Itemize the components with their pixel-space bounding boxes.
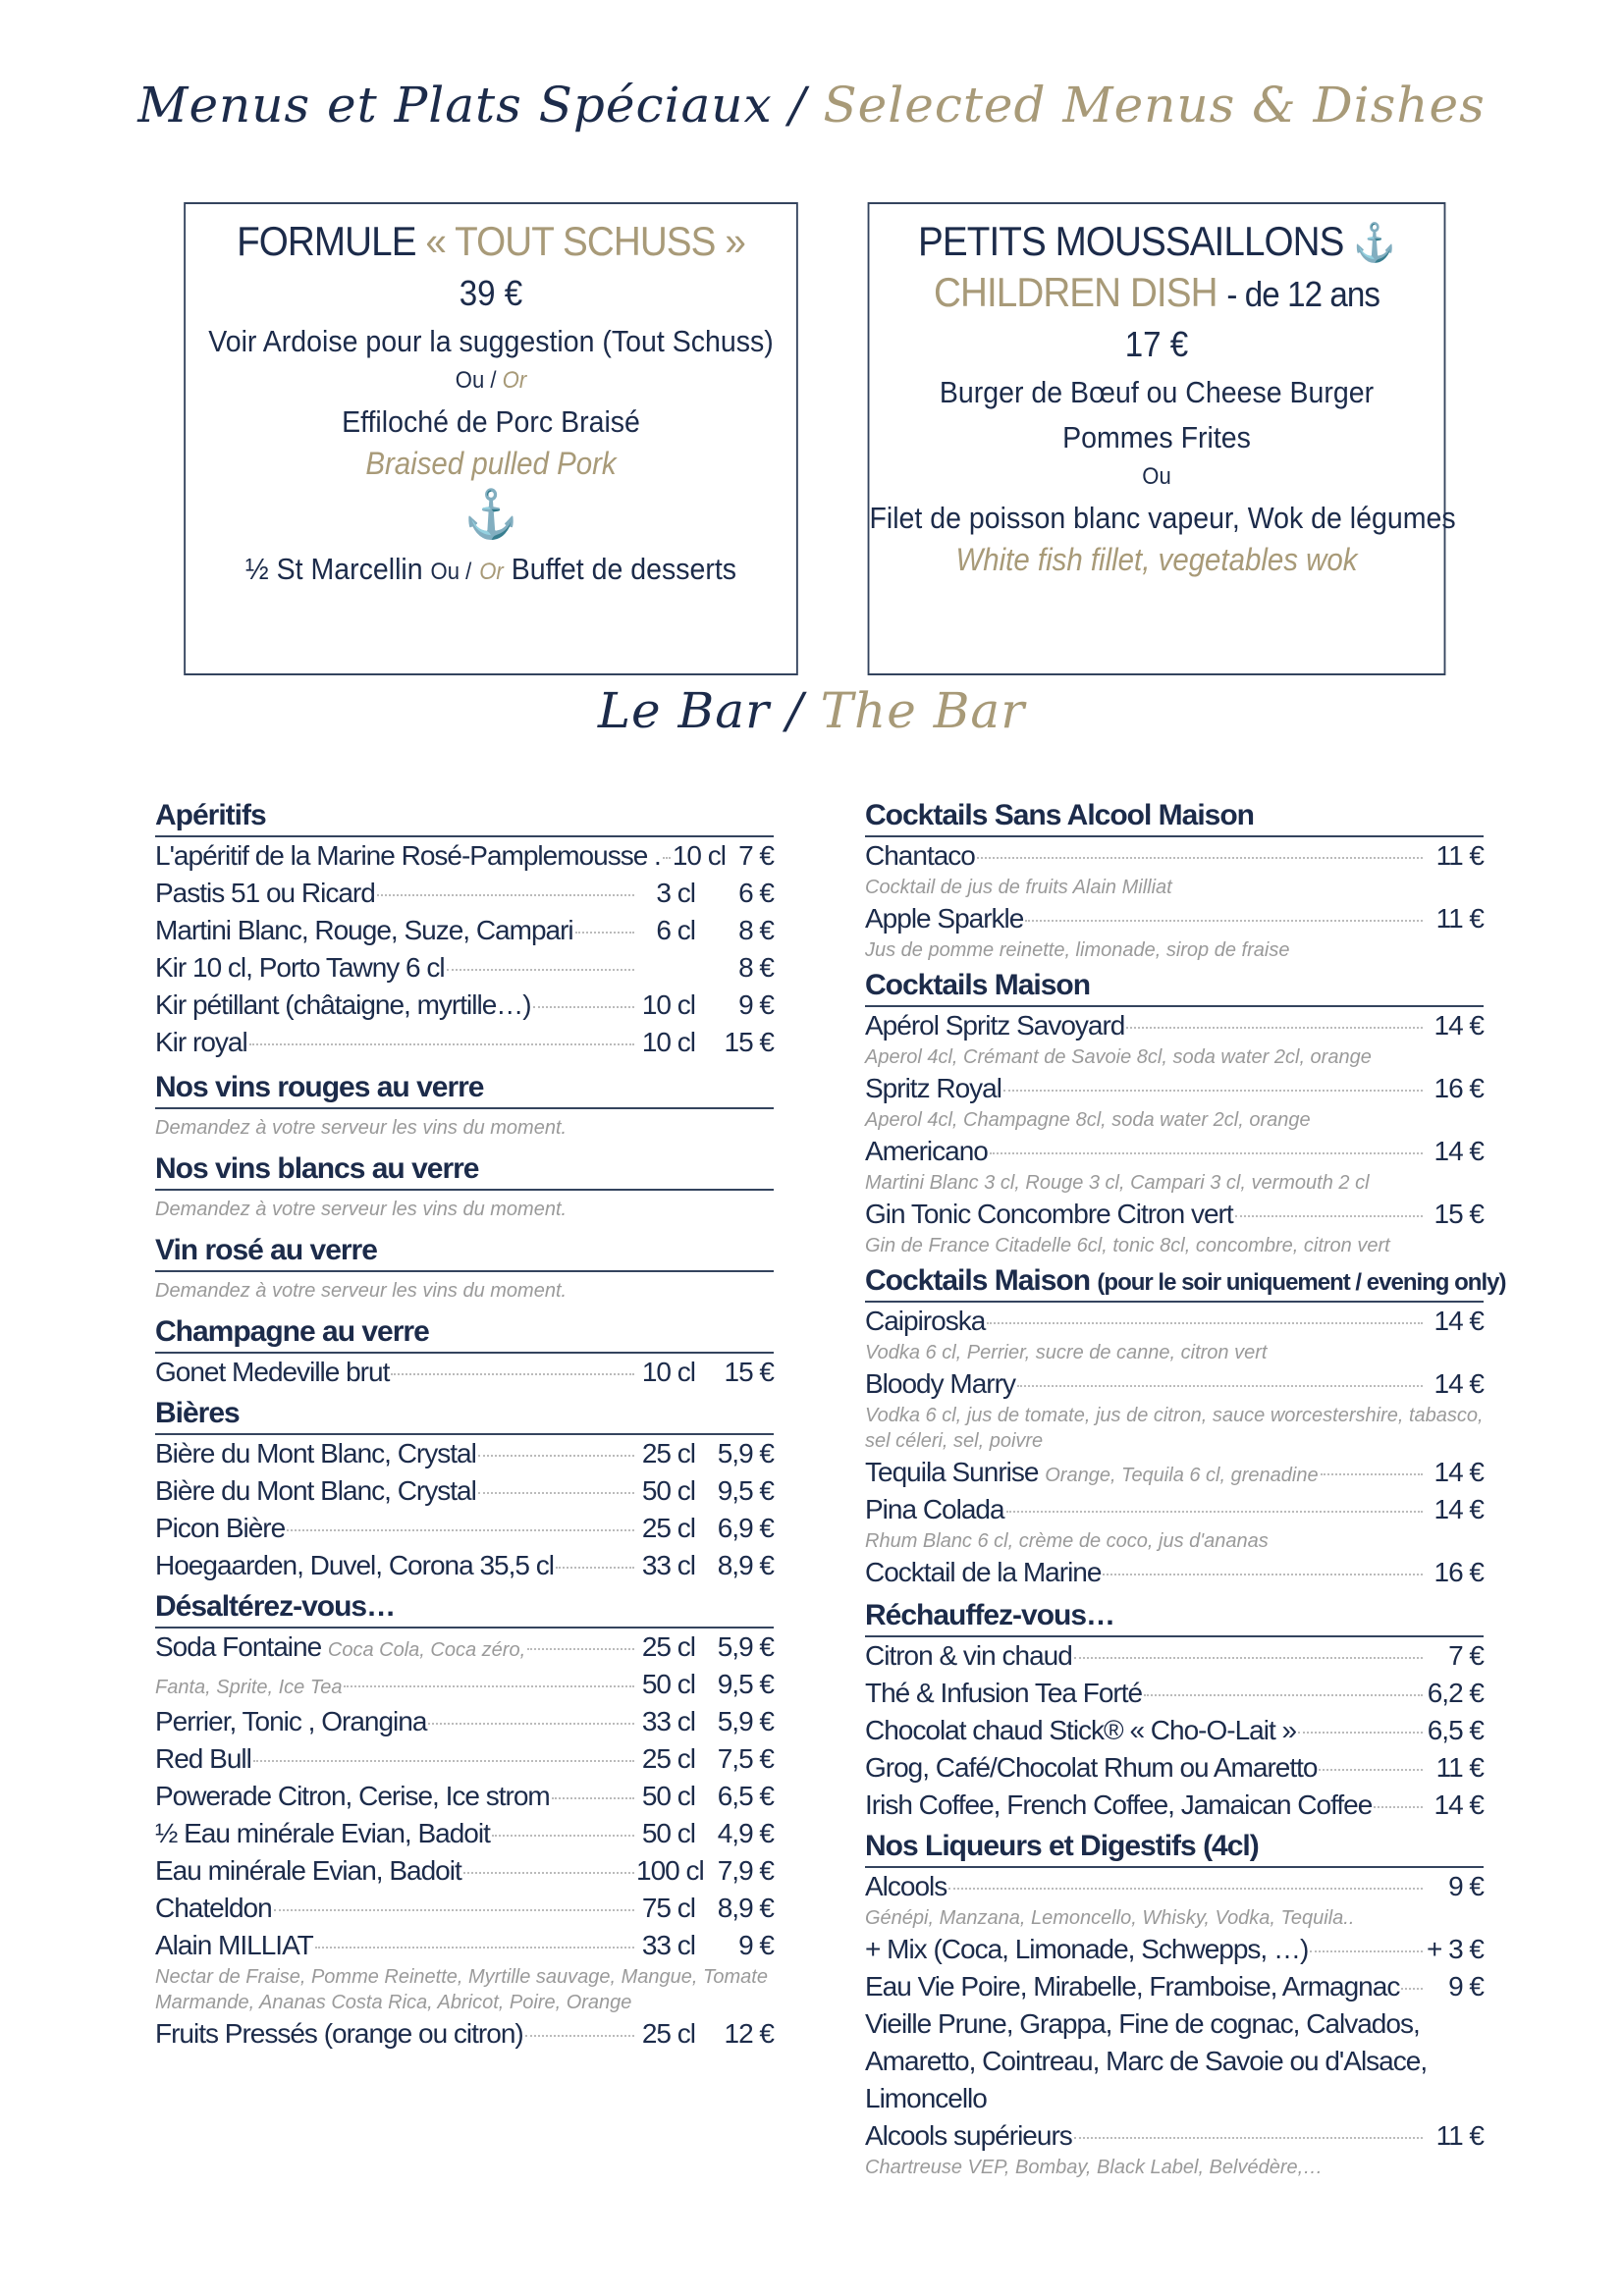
item-volume: 10 cl bbox=[641, 1027, 695, 1057]
item-price: 15 € bbox=[724, 1027, 774, 1057]
dot-leader bbox=[990, 1152, 1423, 1154]
dot-leader bbox=[1235, 1215, 1423, 1217]
item-name bbox=[155, 1629, 525, 1669]
dot-leader bbox=[492, 1835, 634, 1837]
dot-leader bbox=[987, 1322, 1423, 1324]
item-price: + 3 € bbox=[1426, 1934, 1484, 1964]
item-note: Chartreuse VEP, Bombay, Black Label, Belvédère,… bbox=[865, 2157, 1324, 2178]
section-vins-rouges: Nos vins rouges au verre bbox=[155, 1069, 774, 1109]
menu-item bbox=[155, 1703, 774, 1740]
item-price: 16 € bbox=[1434, 1073, 1484, 1103]
item-name: Apple Sparkle bbox=[865, 903, 1024, 934]
page-title bbox=[0, 77, 1623, 133]
item-name: Gonet Medeville brut bbox=[155, 1357, 390, 1387]
menu-item bbox=[155, 875, 774, 912]
dot-leader bbox=[478, 1455, 634, 1457]
item-price: 16 € bbox=[1434, 1557, 1484, 1587]
dot-leader bbox=[1144, 1694, 1423, 1696]
dot-leader bbox=[274, 1909, 634, 1911]
item-volume: 50 cl bbox=[641, 1475, 695, 1506]
dot-leader bbox=[1401, 1988, 1423, 1990]
item-name: Thé & Infusion Tea Forté bbox=[865, 1678, 1143, 1708]
item-name: Kir 10 cl, Porto Tawny 6 cl bbox=[155, 952, 445, 983]
menu-item bbox=[155, 1740, 774, 1778]
children-dish2-en: White fish fillet, vegetables wok bbox=[955, 542, 1358, 577]
item-volume: 50 cl bbox=[641, 1781, 695, 1811]
formule-or bbox=[186, 367, 796, 395]
dot-leader bbox=[1017, 1385, 1423, 1387]
item-price: 15 € bbox=[1434, 1199, 1484, 1229]
dot-leader bbox=[556, 1567, 634, 1569]
item-name: Citron & vin chaud bbox=[865, 1640, 1072, 1671]
children-title-text: PETITS MOUSSAILLONS bbox=[918, 218, 1344, 264]
item-price: 5,9 € bbox=[717, 1438, 774, 1468]
children-or: Ou bbox=[1142, 463, 1171, 490]
menu-item bbox=[865, 1365, 1484, 1403]
dot-leader bbox=[1319, 1769, 1423, 1771]
title-separator: / bbox=[788, 77, 807, 133]
item-price: 9 € bbox=[1448, 1971, 1484, 2002]
item-price: 6 € bbox=[738, 878, 774, 908]
item-price: 7 € bbox=[1448, 1640, 1484, 1671]
formule-title bbox=[186, 218, 796, 265]
bar-title-fr: Le Bar bbox=[597, 682, 770, 739]
dot-leader bbox=[249, 1043, 634, 1045]
menu-item bbox=[155, 1354, 774, 1391]
menu-item bbox=[865, 837, 1484, 875]
item-name: Pastis 51 ou Ricard bbox=[155, 878, 375, 908]
item-name: Americano bbox=[865, 1136, 988, 1166]
anchor-icon: ⚓ bbox=[463, 489, 518, 541]
item-price: 12 € bbox=[724, 2018, 774, 2049]
item-price: 8,9 € bbox=[717, 1550, 774, 1580]
anchor-icon: ⚓ bbox=[1353, 223, 1395, 264]
item-price: 6,9 € bbox=[717, 1513, 774, 1543]
children-dish1: Burger de Bœuf ou Cheese Burger bbox=[939, 375, 1375, 409]
menu-item bbox=[155, 1472, 774, 1510]
section-rechauffez: Réchauffez-vous… bbox=[865, 1597, 1484, 1637]
item-price: 9 € bbox=[738, 1930, 774, 1960]
dot-leader bbox=[525, 2035, 634, 2037]
bar-title-en: The Bar bbox=[820, 682, 1026, 739]
item-volume: 50 cl bbox=[641, 1818, 695, 1848]
item-volume: 33 cl bbox=[641, 1706, 695, 1736]
soda-note: Fanta, Sprite, Ice Tea bbox=[155, 1677, 343, 1698]
dot-leader bbox=[478, 1492, 634, 1494]
vin-rose-note: Demandez à votre serveur les vins du moment. bbox=[155, 1280, 568, 1302]
item-price: 4,9 € bbox=[717, 1818, 774, 1848]
item-name: Perrier, Tonic , Orangina bbox=[155, 1706, 427, 1736]
dot-leader bbox=[1074, 1657, 1423, 1659]
dot-leader bbox=[533, 1006, 634, 1008]
item-price: 6,2 € bbox=[1427, 1678, 1484, 1708]
menu-item bbox=[865, 1007, 1484, 1044]
item-price: 7 € bbox=[738, 840, 774, 871]
item-name: Red Bull bbox=[155, 1743, 251, 1774]
formule-dish-fr: Effiloché de Porc Braisé bbox=[342, 404, 640, 439]
dot-leader bbox=[1074, 2137, 1423, 2139]
soir-title: Cocktails Maison bbox=[865, 1264, 1091, 1297]
item-name bbox=[865, 1454, 1319, 1494]
soda-name: Soda Fontaine bbox=[155, 1631, 322, 1662]
item-price: 14 € bbox=[1434, 1368, 1484, 1399]
dessert-or-fr: Ou / bbox=[430, 559, 472, 585]
item-volume: 3 cl bbox=[656, 878, 695, 908]
item-price: 5,9 € bbox=[717, 1706, 774, 1736]
item-name: Pina Colada bbox=[865, 1494, 1004, 1524]
menu-item bbox=[865, 1712, 1484, 1749]
maison-list bbox=[865, 1007, 1484, 1258]
section-desalterez: Désaltérez-vous… bbox=[155, 1588, 774, 1629]
item-name: Kir royal bbox=[155, 1027, 247, 1057]
aperitifs-list bbox=[155, 837, 774, 1061]
item-price: 5,9 € bbox=[717, 1631, 774, 1662]
section-bieres: Bières bbox=[155, 1395, 774, 1435]
rechauffez-list bbox=[865, 1637, 1484, 1824]
item-price: 14 € bbox=[1434, 1010, 1484, 1041]
item-volume: 25 cl bbox=[641, 2018, 695, 2049]
item-volume: 25 cl bbox=[641, 1743, 695, 1774]
menu-item bbox=[865, 1303, 1484, 1340]
menu-item bbox=[865, 1554, 1484, 1591]
item-name: Eau Vie Poire, Mirabelle, Framboise, Armagnac bbox=[865, 1971, 1400, 2002]
menu-item bbox=[155, 1547, 774, 1584]
item-price: 8 € bbox=[738, 952, 774, 983]
item-name: ½ Eau minérale Evian, Badoit bbox=[155, 1818, 490, 1848]
item-note: Vodka 6 cl, jus de tomate, jus de citron, sauce worcestershire, tabasco, sel céleri, sel, poivre bbox=[865, 1405, 1484, 1452]
item-note: Martini Blanc 3 cl, Rouge 3 cl, Campari 3 cl, vermouth 2 cl bbox=[865, 1172, 1370, 1194]
item-price: 9,5 € bbox=[717, 1475, 774, 1506]
dessert-b: Buffet de desserts bbox=[511, 552, 737, 586]
tequila-name: Tequila Sunrise bbox=[865, 1457, 1039, 1487]
dot-leader bbox=[1298, 1732, 1423, 1734]
item-price: 6,5 € bbox=[717, 1781, 774, 1811]
section-liqueurs: Nos Liqueurs et Digestifs (4cl) bbox=[865, 1828, 1484, 1868]
item-volume: 25 cl bbox=[641, 1631, 695, 1662]
dot-leader bbox=[391, 1373, 634, 1375]
menu-item bbox=[865, 1196, 1484, 1233]
vins-rouges-note: Demandez à votre serveur les vins du moment. bbox=[155, 1117, 568, 1139]
dot-leader bbox=[977, 857, 1423, 859]
children-dish2: Filet de poisson blanc vapeur, Wok de légumes bbox=[869, 501, 1456, 535]
item-volume: 10 cl bbox=[641, 1357, 695, 1387]
menu-item bbox=[155, 1666, 774, 1703]
dot-leader bbox=[1321, 1473, 1423, 1475]
item-name: Bière du Mont Blanc, Crystal bbox=[155, 1438, 476, 1468]
formule-dish-en: Braised pulled Pork bbox=[365, 446, 617, 481]
item-name: Cocktail de la Marine bbox=[865, 1557, 1102, 1587]
menu-item bbox=[865, 1675, 1484, 1712]
dot-leader bbox=[315, 1947, 634, 1949]
formule-title-prefix: FORMULE bbox=[237, 218, 416, 264]
dot-leader bbox=[1025, 920, 1423, 922]
dot-leader bbox=[344, 1685, 634, 1687]
item-price: 9 € bbox=[1448, 1871, 1484, 1901]
dessert-a: ½ St Marcellin bbox=[244, 552, 423, 586]
item-price: 11 € bbox=[1435, 903, 1484, 934]
item-name: Spritz Royal bbox=[865, 1073, 1001, 1103]
menu-item bbox=[865, 1868, 1484, 1905]
item-volume: 33 cl bbox=[641, 1550, 695, 1580]
menu-item bbox=[155, 1852, 774, 1890]
section-aperitifs: Apéritifs bbox=[155, 797, 774, 837]
item-volume: 100 cl bbox=[636, 1855, 704, 1886]
item-volume: 50 cl bbox=[641, 1669, 695, 1699]
dot-leader bbox=[663, 857, 671, 859]
menu-item bbox=[865, 2117, 1484, 2155]
item-volume: 10 cl bbox=[672, 840, 726, 871]
item-volume: 25 cl bbox=[641, 1513, 695, 1543]
item-note: Aperol 4cl, Crémant de Savoie 8cl, soda water 2cl, orange bbox=[865, 1046, 1372, 1068]
item-name: Irish Coffee, French Coffee, Jamaican Coffee bbox=[865, 1789, 1373, 1820]
title-en: Selected Menus & Dishes bbox=[823, 77, 1486, 133]
item-volume: 25 cl bbox=[641, 1438, 695, 1468]
children-title bbox=[869, 218, 1443, 265]
item-name: Martini Blanc, Rouge, Suze, Campari bbox=[155, 915, 573, 945]
formule-or-fr: Ou / bbox=[455, 367, 497, 394]
section-champagne: Champagne au verre bbox=[155, 1313, 774, 1354]
item-price: 11 € bbox=[1435, 1752, 1484, 1783]
tequila-note: Orange, Tequila 6 cl, grenadine bbox=[1045, 1465, 1319, 1486]
title-fr: Menus et Plats Spéciaux bbox=[137, 77, 773, 133]
item-name: Bloody Marry bbox=[865, 1368, 1015, 1399]
desalterez-list bbox=[155, 1703, 774, 1964]
menu-item bbox=[155, 837, 774, 875]
formule-box bbox=[184, 202, 798, 675]
formule-price: 39 € bbox=[459, 273, 523, 313]
item-name: Alain MILLIAT bbox=[155, 1930, 313, 1960]
section-vin-rose: Vin rosé au verre bbox=[155, 1232, 774, 1272]
dot-leader bbox=[1310, 1950, 1423, 1952]
menu-item bbox=[865, 1491, 1484, 1528]
item-price: 14 € bbox=[1434, 1306, 1484, 1336]
right-column bbox=[865, 793, 1506, 2180]
item-name: Grog, Café/Chocolat Rhum ou Amaretto bbox=[865, 1752, 1318, 1783]
dot-leader bbox=[377, 894, 634, 896]
item-name: + Mix (Coca, Limonade, Schwepps, …) bbox=[865, 1934, 1309, 1964]
children-box bbox=[868, 202, 1456, 675]
item-name: Hoegaarden, Duvel, Corona 35,5 cl bbox=[155, 1550, 554, 1580]
formule-title-highlight: « TOUT SCHUSS » bbox=[425, 218, 745, 264]
dot-leader bbox=[447, 969, 634, 971]
item-name: Alcools supérieurs bbox=[865, 2120, 1072, 2151]
section-cocktails-sans-alcool: Cocktails Sans Alcool Maison bbox=[865, 797, 1484, 837]
menu-item bbox=[865, 1749, 1484, 1787]
dot-leader bbox=[552, 1797, 634, 1799]
item-name: Gin Tonic Concombre Citron vert bbox=[865, 1199, 1233, 1229]
menu-item bbox=[155, 1510, 774, 1547]
dot-leader bbox=[1003, 1090, 1423, 1092]
item-note: Jus de pomme reinette, limonade, sirop de fraise bbox=[865, 939, 1290, 961]
item-note: Rhum Blanc 6 cl, crème de coco, jus d'ananas bbox=[865, 1530, 1269, 1552]
menu-item bbox=[155, 949, 774, 987]
item-price: 9 € bbox=[738, 989, 774, 1020]
item-price: 11 € bbox=[1435, 2120, 1484, 2151]
soir-title-small: (pour le soir uniquement / evening only) bbox=[1097, 1269, 1506, 1296]
item-price: 8,9 € bbox=[717, 1893, 774, 1923]
menu-item bbox=[155, 1890, 774, 1927]
item-price: 9,5 € bbox=[717, 1669, 774, 1699]
sans-alcool-list bbox=[865, 837, 1484, 963]
menu-item bbox=[865, 900, 1484, 937]
dot-leader bbox=[1103, 1574, 1423, 1575]
menu-item bbox=[155, 1629, 774, 1666]
item-price: 14 € bbox=[1434, 1457, 1484, 1487]
item-volume: 6 cl bbox=[656, 915, 695, 945]
bieres-list bbox=[155, 1435, 774, 1584]
menu-item bbox=[865, 1133, 1484, 1170]
section-cocktails-soir bbox=[865, 1262, 1506, 1303]
dot-leader bbox=[527, 1648, 634, 1650]
item-name: Apérol Spritz Savoyard bbox=[865, 1010, 1125, 1041]
item-note: Aperol 4cl, Champagne 8cl, soda water 2cl, orange bbox=[865, 1109, 1311, 1131]
menu-item bbox=[865, 1787, 1484, 1824]
item-name: Chantaco bbox=[865, 840, 975, 871]
dot-leader bbox=[428, 1723, 634, 1725]
children-subtitle bbox=[869, 269, 1443, 316]
item-price: 11 € bbox=[1435, 840, 1484, 871]
vieille-prune-text: Vieille Prune, Grappa, Fine de cognac, Calvados, Amaretto, Cointreau, Marc de Savoie ou d'Alsace, Limoncello bbox=[865, 2008, 1428, 2113]
menu-item bbox=[865, 1637, 1484, 1675]
item-name bbox=[155, 1666, 342, 1706]
item-volume: 75 cl bbox=[641, 1893, 695, 1923]
milliat-note: Nectar de Fraise, Pomme Reinette, Myrtille sauvage, Mangue, Tomate Marmande, Ananas Costa Rica, Abricot, Poire, Orange bbox=[155, 1966, 768, 2013]
menu-item bbox=[155, 912, 774, 949]
item-name: Chateldon bbox=[155, 1893, 272, 1923]
item-name: Caipiroska bbox=[865, 1306, 986, 1336]
dot-leader bbox=[463, 1872, 634, 1874]
children-dish1b: Pommes Frites bbox=[1062, 420, 1251, 454]
menu-item bbox=[865, 1070, 1484, 1107]
bar-title-separator: / bbox=[785, 682, 804, 739]
left-column bbox=[155, 793, 774, 2053]
item-note: Vodka 6 cl, Perrier, sucre de canne, citron vert bbox=[865, 1342, 1268, 1363]
menu-item bbox=[865, 1931, 1484, 1968]
item-price: 14 € bbox=[1434, 1789, 1484, 1820]
item-volume: 33 cl bbox=[641, 1930, 695, 1960]
menu-item bbox=[155, 987, 774, 1024]
menu-item bbox=[865, 1968, 1484, 2005]
menu-item bbox=[865, 1454, 1484, 1491]
item-price: 6,5 € bbox=[1427, 1715, 1484, 1745]
dot-leader bbox=[575, 932, 634, 934]
menu-item bbox=[155, 1435, 774, 1472]
children-age: - de 12 ans bbox=[1226, 274, 1380, 314]
item-volume: 10 cl bbox=[641, 989, 695, 1020]
item-price: 14 € bbox=[1434, 1494, 1484, 1524]
item-price: 15 € bbox=[724, 1357, 774, 1387]
vins-blancs-note: Demandez à votre serveur les vins du moment. bbox=[155, 1199, 568, 1220]
children-price: 17 € bbox=[1124, 324, 1189, 364]
item-name: Bière du Mont Blanc, Crystal bbox=[155, 1475, 476, 1506]
item-name: Eau minérale Evian, Badoit bbox=[155, 1855, 461, 1886]
item-name: Powerade Citron, Cerise, Ice strom bbox=[155, 1781, 550, 1811]
dot-leader bbox=[1006, 1511, 1423, 1513]
item-price: 14 € bbox=[1434, 1136, 1484, 1166]
item-note: Génépi, Manzana, Lemoncello, Whisky, Vodka, Tequila.. bbox=[865, 1907, 1355, 1929]
formule-dessert bbox=[186, 552, 796, 587]
item-name: Kir pétillant (châtaigne, myrtille…) bbox=[155, 989, 531, 1020]
dot-leader bbox=[253, 1760, 634, 1762]
item-price: 7,5 € bbox=[717, 1743, 774, 1774]
item-note: Cocktail de jus de fruits Alain Milliat bbox=[865, 877, 1172, 898]
menu-item bbox=[155, 2015, 774, 2053]
champagne-list bbox=[155, 1354, 774, 1391]
item-price: 8 € bbox=[738, 915, 774, 945]
formule-suggestion: Voir Ardoise pour la suggestion (Tout Schuss) bbox=[208, 324, 774, 358]
dot-leader bbox=[1126, 1027, 1423, 1029]
bar-title bbox=[0, 682, 1623, 739]
item-note: Gin de France Citadelle 6cl, tonic 8cl, concombre, citron vert bbox=[865, 1235, 1390, 1256]
item-name: Picon Bière bbox=[155, 1513, 286, 1543]
soda-note: Coca Cola, Coca zéro, bbox=[327, 1639, 526, 1661]
item-name: Chocolat chaud Stick® « Cho-O-Lait » bbox=[865, 1715, 1297, 1745]
item-name: L'apéritif de la Marine Rosé-Pamplemousse . bbox=[155, 840, 661, 871]
children-subtitle-text: CHILDREN DISH bbox=[933, 269, 1217, 315]
section-vins-blancs: Nos vins blancs au verre bbox=[155, 1150, 774, 1191]
dot-leader bbox=[1374, 1806, 1423, 1808]
menu-item bbox=[155, 1927, 774, 1964]
item-price: 7,9 € bbox=[717, 1855, 774, 1886]
item-name: Fruits Pressés (orange ou citron) bbox=[155, 2018, 523, 2049]
formule-or-en: Or bbox=[502, 367, 527, 394]
section-cocktails-maison: Cocktails Maison bbox=[865, 967, 1484, 1007]
dot-leader bbox=[287, 1529, 634, 1531]
menu-item bbox=[155, 1815, 774, 1852]
menu-item bbox=[155, 1778, 774, 1815]
dot-leader bbox=[948, 1888, 1423, 1890]
item-name: Alcools bbox=[865, 1871, 947, 1901]
menu-item bbox=[155, 1024, 774, 1061]
dessert-or-en: Or bbox=[479, 559, 504, 585]
